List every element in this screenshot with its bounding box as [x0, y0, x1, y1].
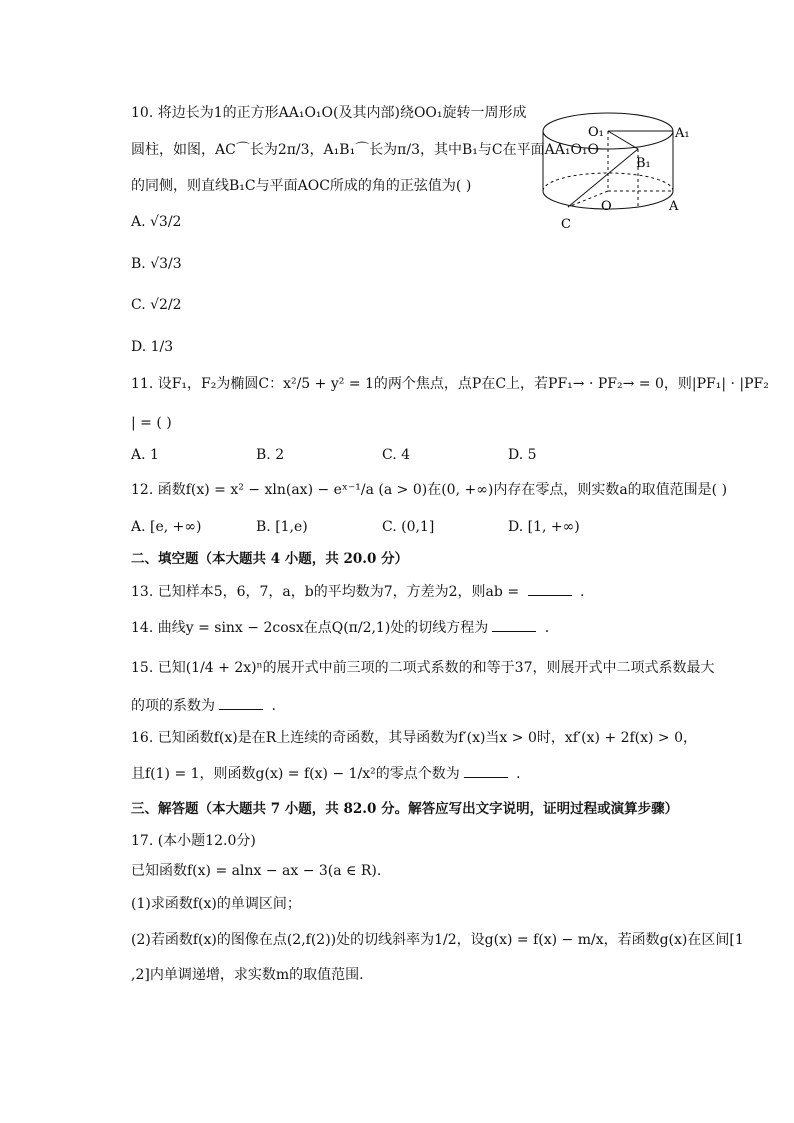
label-b1: B₁	[636, 156, 651, 171]
q15-answer-blank	[219, 695, 263, 710]
q14-text: 14. 曲线y = sinx − 2cosx在点Q(π/2,1)处的切线方程为	[131, 620, 489, 636]
q13-answer-blank	[528, 581, 572, 596]
q13-line	[131, 581, 584, 602]
q11-option-a: A. 1	[131, 447, 159, 463]
section-solution-heading: 三、解答题（本大题共 7 小题，共 82.0 分。解答应写出文字说明，证明过程或演算步骤）	[131, 801, 679, 817]
q17-part2-line-1: (2)若函数f(x)的图像在点(2,f(2))处的切线斜率为1/2，设g(x) = f(x) − m/x，若函数g(x)在区间[1	[131, 932, 744, 948]
q11-line-1: 11. 设F₁，F₂为椭圆C：x²/5 + y² = 1的两个焦点，点P在C上，若PF₁→ · PF₂→ = 0，则|PF₁| · |PF₂	[131, 376, 769, 392]
q13-text: 13. 已知样本5，6，7，a，b的平均数为7，方差为2，则ab =	[131, 584, 524, 600]
q17-part2-line-2: ,2]内单调递增，求实数m的取值范围.	[131, 967, 364, 983]
label-o1: O₁	[588, 125, 604, 140]
q10-line-1: 10. 将边长为1的正方形AA₁O₁O(及其内部)绕OO₁旋转一周形成	[131, 105, 527, 121]
q16-text: 且f(1) = 1，则函数g(x) = f(x) − 1/x²的零点个数为	[131, 766, 460, 782]
q17-part1: (1)求函数f(x)的单调区间；	[131, 896, 301, 912]
q12-option-a: A. [e, +∞)	[131, 519, 202, 535]
q10-option-a: A. √3/2	[131, 214, 182, 230]
q12-line-1: 12. 函数f(x) = x² − xln(ax) − eˣ⁻¹/a (a > 0)在(0, +∞)内存在零点，则实数a的取值范围是( )	[131, 482, 728, 498]
q11-option-d: D. 5	[508, 447, 537, 463]
q15-line-1: 15. 已知(1/4 + 2x)ⁿ的展开式中前三项的二项式系数的和等于37，则展开式中二项式系数最大	[131, 660, 715, 676]
q14-line	[131, 617, 549, 638]
q16-answer-blank	[464, 763, 508, 778]
q11-option-c: C. 4	[382, 447, 411, 463]
q17-head: 17. (本小题12.0分)	[131, 833, 256, 849]
q14-answer-blank	[492, 617, 536, 632]
q11-option-b: B. 2	[256, 447, 285, 463]
q14-tail: .	[540, 620, 550, 636]
section-fill-in-heading: 二、填空题（本大题共 4 小题，共 20.0 分）	[131, 551, 409, 567]
q12-option-b: B. [1,e)	[256, 519, 308, 535]
cylinder-figure	[538, 106, 698, 236]
segment-o1-b1	[608, 131, 638, 149]
q10-line-2: 圆柱，如图，AC⌒长为2π/3，A₁B₁⌒长为π/3，其中B₁与C在平面AA₁O₁O	[131, 142, 600, 158]
q16-line-2	[131, 763, 521, 784]
q10-line-3: 的同侧，则直线B₁C与平面AOC所成的角的正弦值为( )	[131, 178, 472, 194]
q16-tail: .	[511, 766, 521, 782]
q12-option-c: C. (0,1]	[382, 519, 435, 535]
label-a1: A₁	[675, 126, 690, 141]
label-o: O	[601, 199, 612, 214]
q13-tail: .	[575, 584, 585, 600]
q15-text: 的项的系数为	[131, 698, 215, 714]
q10-option-c: C. √2/2	[131, 297, 182, 313]
q10-option-b: B. √3/3	[131, 256, 182, 272]
q17-stem: 已知函数f(x) = alnx − ax − 3(a ∈ R).	[131, 863, 382, 879]
q11-line-2: | = ( )	[131, 415, 172, 431]
q15-tail: .	[267, 698, 276, 714]
q15-line-2	[131, 695, 276, 716]
label-c: C	[561, 217, 571, 232]
q12-option-d: D. [1, +∞)	[508, 519, 580, 535]
q10-option-d: D. 1/3	[131, 339, 174, 355]
q16-line-1: 16. 已知函数f(x)是在R上连续的奇函数，其导函数为f′(x)当x > 0时，xf′(x) + 2f(x) > 0，	[131, 730, 698, 746]
label-a: A	[669, 199, 679, 214]
